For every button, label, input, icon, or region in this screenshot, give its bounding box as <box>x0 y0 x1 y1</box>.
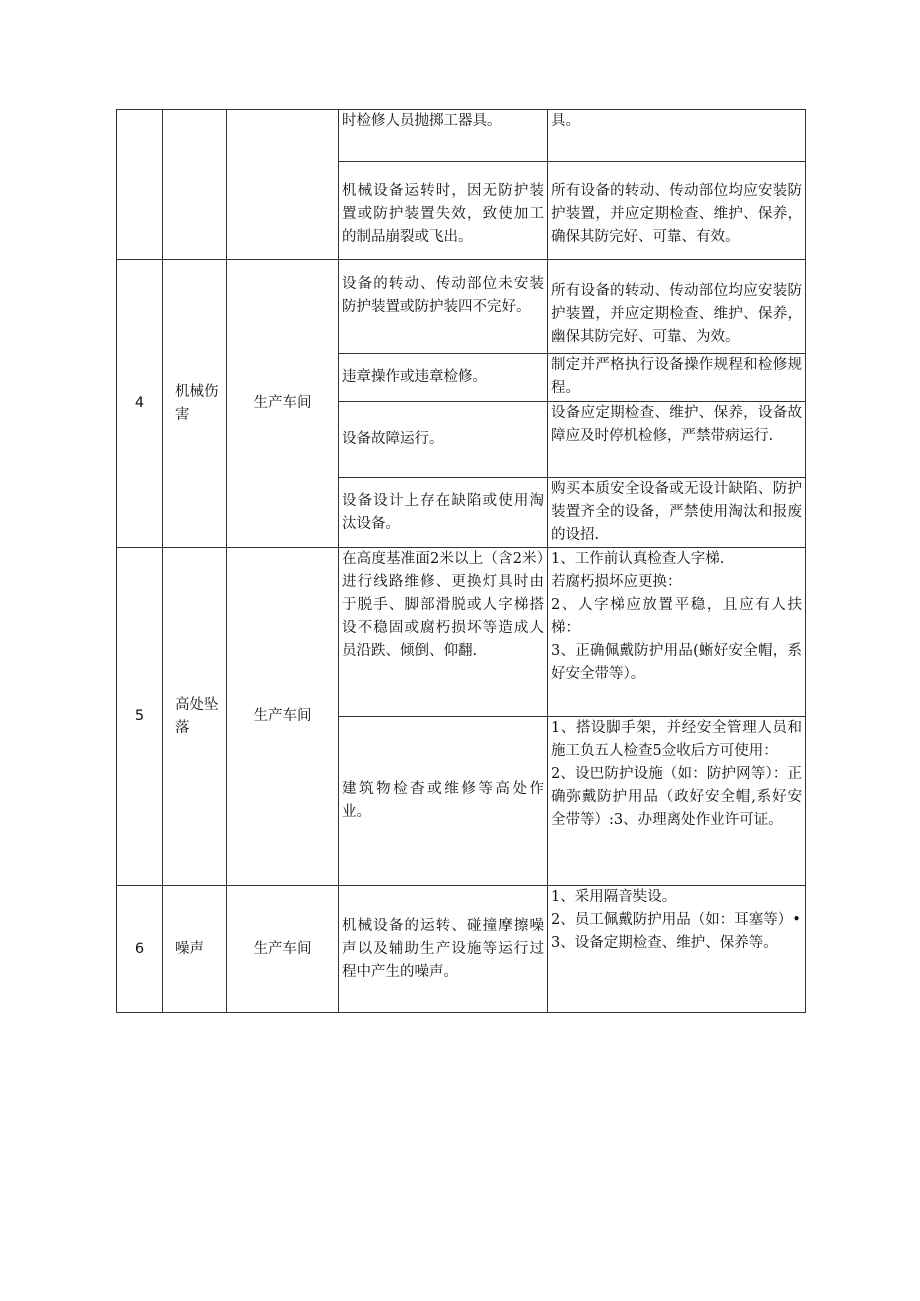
measure-cell: 制定并严格执行设备操作规程和检修规程。 <box>548 354 806 402</box>
measure-cell: 所有设备的转动、传动部位均应安装防护装置，并应定期检查、维护、保养，幽保其防完好、可靠、为效。 <box>548 260 806 354</box>
measure-cell <box>548 886 806 1013</box>
measure-cell: 设备应定期检查、维护、保养，设备故障应及时停机检修，严禁带病运行. <box>548 402 806 478</box>
area: 生产车间 <box>227 886 339 1013</box>
row-number: 4 <box>117 260 163 548</box>
hazard-name: 高处坠落 <box>163 548 227 886</box>
table-row <box>117 260 806 354</box>
area-cell <box>227 110 339 260</box>
measure-line: 2、员工佩戴防护用品（如：耳塞等）• <box>551 912 801 928</box>
measure-line: 2、设巴防护设施（如：防护网等）：正确弥戴防护用品（政好安全帽,系好安全带等）:3、办理离处作业许可证。 <box>551 766 802 828</box>
risk-cell: 设备故障运行。 <box>339 402 548 478</box>
measure-cell <box>548 717 806 886</box>
area: 生产车间 <box>227 260 339 548</box>
measure-line: 若腐朽损坏应更换： <box>551 574 682 590</box>
hazard-name: 噪声 <box>163 886 227 1013</box>
table-row <box>117 110 806 162</box>
row-number: 6 <box>117 886 163 1013</box>
risk-cell: 设备的转动、传动部位未安装防护装置或防护装四不完好。 <box>339 260 548 354</box>
measure-line: 1、采用隔音奘设。 <box>551 889 677 905</box>
measure-cell: 具。 <box>548 110 806 162</box>
measure-cell: 购买本质安全设备或无设计缺陷、防护装置齐全的设备，严禁使用淘汰和报废的设招. <box>548 478 806 548</box>
risk-cell: 机械设备的运转、碰撞摩擦噪声以及辅助生产设施等运行过程中产生的噪声。 <box>339 886 548 1013</box>
measure-line: 1、搭设脚手架，并经安全管理人员和施工负五人检查5佥收后方可使用： <box>551 720 802 759</box>
measure-cell: 所有设备的转动、传动部位均应安装防护装置，并应定期检查、维护、保养，确保其防完好、可靠、有效。 <box>548 162 806 260</box>
risk-table <box>116 109 806 1013</box>
table-row <box>117 886 806 1013</box>
table-row <box>117 548 806 717</box>
hazard-name-cell <box>163 110 227 260</box>
measure-line: 3、设备定期检查、维护、保养等。 <box>551 935 778 951</box>
risk-cell: 设备设计上存在缺陷或使用淘汰设备。 <box>339 478 548 548</box>
measure-line: 1、工作前认真检查人字梯. <box>551 551 725 567</box>
area: 生产车间 <box>227 548 339 886</box>
hazard-name: 机械伤害 <box>163 260 227 548</box>
no-cell <box>117 110 163 260</box>
row-number: 5 <box>117 548 163 886</box>
measure-line: 3、正确佩戴防护用品(蜥好安全帽，系好安全带等）。 <box>551 643 802 682</box>
risk-cell: 机械设备运转时，因无防护装置或防护装置失效，致使加工的制品崩裂或飞出。 <box>339 162 548 260</box>
measure-cell <box>548 548 806 717</box>
measure-line: 2、人字梯应放置平稳，且应有人扶梯： <box>551 597 802 636</box>
risk-cell: 时检修人员抛掷工器具。 <box>339 110 548 162</box>
risk-cell: 在高度基准面2米以上（含2米）进行线路维修、更换灯具时由于脱手、脚部滑脱或人字梯搭设不稳固或腐朽损坏等造成人员沿跌、倾倒、仰翻. <box>339 548 548 717</box>
risk-cell: 建筑物检杳或维修等高处作业。 <box>339 717 548 886</box>
risk-cell: 违章操作或违章检修。 <box>339 354 548 402</box>
